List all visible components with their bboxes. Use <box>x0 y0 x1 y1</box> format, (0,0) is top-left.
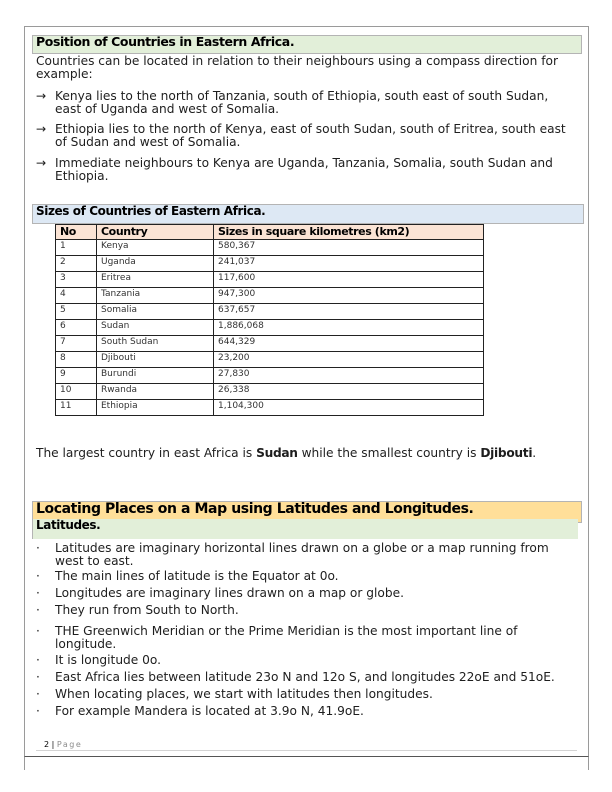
list-item <box>36 705 576 718</box>
list-item-text: When locating places, we start with latitudes then longitudes. <box>55 687 433 701</box>
list-item <box>36 157 576 182</box>
table-row <box>56 352 484 368</box>
subheading-latitudes <box>32 519 578 539</box>
cell-country: Kenya <box>97 240 214 256</box>
list-item-text: THE Greenwich Meridian or the Prime Meridian is the most important line of longitude. <box>55 624 518 651</box>
list-item-text: Kenya lies to the north of Tanzania, south of Ethiopia, south east of south Sudan, east of Uganda and west of Somalia. <box>55 89 549 116</box>
table-row <box>56 272 484 288</box>
list-item <box>36 542 576 567</box>
cell-country: Eritrea <box>97 272 214 288</box>
list-item <box>36 570 576 583</box>
column-header-size: Sizes in square kilometres (km2) <box>214 225 484 240</box>
cell-no: 1 <box>56 240 97 256</box>
cell-no: 5 <box>56 304 97 320</box>
cell-size: 644,329 <box>214 336 484 352</box>
cell-no: 8 <box>56 352 97 368</box>
cell-size: 117,600 <box>214 272 484 288</box>
table-header-row <box>56 225 484 240</box>
dot-bullet-icon: · <box>36 541 40 555</box>
cell-size: 637,657 <box>214 304 484 320</box>
list-item <box>36 90 576 115</box>
list-item <box>36 688 576 701</box>
cell-size: 241,037 <box>214 256 484 272</box>
section-heading-sizes <box>32 204 584 224</box>
cell-size: 1,886,068 <box>214 320 484 336</box>
list-item-text: Ethiopia lies to the north of Kenya, east of south Sudan, south of Eritrea, south east of Sudan and west of Somalia. <box>55 122 566 149</box>
country-sizes-table <box>55 224 484 416</box>
cell-no: 2 <box>56 256 97 272</box>
cell-country: Ethiopia <box>97 400 214 416</box>
summary-text: The largest country in east Africa is <box>36 446 257 460</box>
list-item <box>36 654 576 667</box>
largest-country: Sudan <box>256 446 298 460</box>
column-header-no: No <box>56 225 97 240</box>
cell-country: Uganda <box>97 256 214 272</box>
intro-paragraph <box>36 55 576 81</box>
list-item-text: Longitudes are imaginary lines drawn on a map or globe. <box>55 586 404 600</box>
table-row <box>56 304 484 320</box>
list-item-text: They run from South to North. <box>55 603 239 617</box>
dot-bullet-icon: · <box>36 586 40 600</box>
footer-separator: | <box>51 740 55 749</box>
list-item <box>36 625 576 650</box>
list-item-text: East Africa lies between latitude 23o N and 12o S, and longitudes 22oE and 51oE. <box>55 670 555 684</box>
section-heading-position-text: Position of Countries in Eastern Africa. <box>36 34 295 49</box>
dot-bullet-icon: · <box>36 603 40 617</box>
dot-bullet-icon: · <box>36 624 40 638</box>
cell-country: Rwanda <box>97 384 214 400</box>
table-row <box>56 336 484 352</box>
cell-size: 23,200 <box>214 352 484 368</box>
cell-no: 11 <box>56 400 97 416</box>
list-item <box>36 671 576 684</box>
cell-country: Djibouti <box>97 352 214 368</box>
arrow-bullet-icon: → <box>36 156 47 170</box>
smallest-country: Djibouti <box>480 446 533 460</box>
table-row <box>56 400 484 416</box>
frame-tick-left <box>24 757 25 770</box>
cell-no: 4 <box>56 288 97 304</box>
table-row <box>56 240 484 256</box>
list-item-text: Latitudes are imaginary horizontal lines drawn on a globe or a map running from west to east. <box>55 541 549 568</box>
list-item <box>36 587 576 600</box>
intro-text: Countries can be located in relation to their neighbours using a compass direction for example: <box>36 54 558 81</box>
size-summary <box>36 447 576 460</box>
cell-country: South Sudan <box>97 336 214 352</box>
cell-country: Tanzania <box>97 288 214 304</box>
cell-no: 6 <box>56 320 97 336</box>
table-row <box>56 384 484 400</box>
table-row <box>56 256 484 272</box>
section-heading-sizes-text: Sizes of Countries of Eastern Africa. <box>36 204 266 218</box>
list-item-text: The main lines of latitude is the Equator at 0o. <box>55 569 339 583</box>
page-number: 2 <box>44 740 50 749</box>
list-item <box>36 123 576 148</box>
summary-text: while the smallest country is <box>297 446 481 460</box>
table-row <box>56 288 484 304</box>
arrow-bullet-icon: → <box>36 122 47 136</box>
cell-country: Sudan <box>97 320 214 336</box>
footer-rule <box>36 750 577 751</box>
dot-bullet-icon: · <box>36 653 40 667</box>
section-heading-locating-text: Locating Places on a Map using Latitudes and Longitudes. <box>36 501 474 517</box>
cell-size: 947,300 <box>214 288 484 304</box>
dot-bullet-icon: · <box>36 670 40 684</box>
cell-size: 26,338 <box>214 384 484 400</box>
cell-size: 580,367 <box>214 240 484 256</box>
dot-bullet-icon: · <box>36 687 40 701</box>
column-header-country: Country <box>97 225 214 240</box>
dot-bullet-icon: · <box>36 704 40 718</box>
list-item-text: Immediate neighbours to Kenya are Uganda, Tanzania, Somalia, south Sudan and Ethiopia. <box>55 156 553 183</box>
dot-bullet-icon: · <box>36 569 40 583</box>
section-heading-position <box>32 35 582 54</box>
cell-size: 27,830 <box>214 368 484 384</box>
summary-text: . <box>532 446 537 460</box>
list-item-text: It is longitude 0o. <box>55 653 162 667</box>
cell-country: Somalia <box>97 304 214 320</box>
cell-no: 9 <box>56 368 97 384</box>
cell-country: Burundi <box>97 368 214 384</box>
arrow-bullet-icon: → <box>36 89 47 103</box>
cell-no: 7 <box>56 336 97 352</box>
cell-no: 10 <box>56 384 97 400</box>
cell-size: 1,104,300 <box>214 400 484 416</box>
cell-no: 3 <box>56 272 97 288</box>
list-item <box>36 604 576 617</box>
page-footer <box>44 740 82 749</box>
list-item-text: For example Mandera is located at 3.9o N, 41.9oE. <box>55 704 364 718</box>
subheading-latitudes-text: Latitudes. <box>36 518 101 532</box>
frame-tick-right <box>588 757 589 770</box>
page-label: Page <box>56 740 83 749</box>
table-row <box>56 368 484 384</box>
table-row <box>56 320 484 336</box>
